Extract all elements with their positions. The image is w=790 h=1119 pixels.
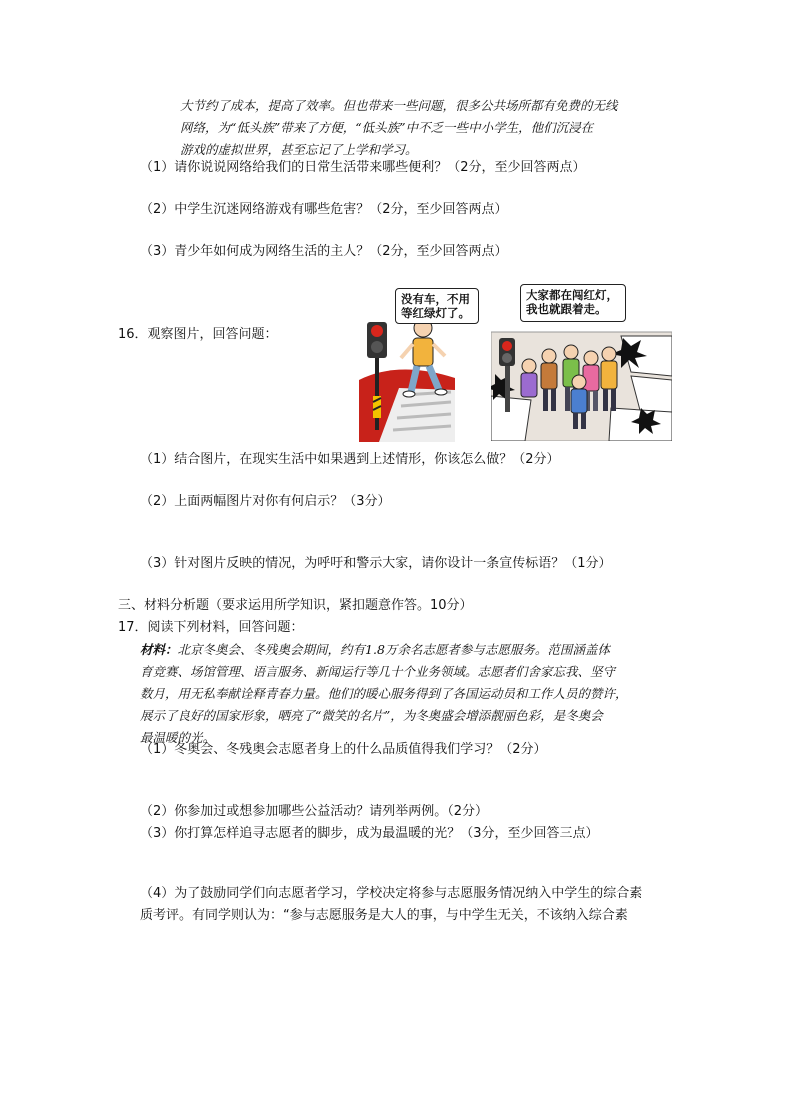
material-line xyxy=(140,642,610,657)
question-15-1: （1）请你说说网络给我们的日常生活带来哪些便利？（2分，至少回答两点） xyxy=(140,160,586,175)
picture-crowd-red-light xyxy=(491,288,672,441)
question-17-4-cont: 质考评。有同学则认为：“参与志愿服务是大人的事，与中学生无关，不该纳入综合素 xyxy=(140,908,628,923)
speech-bubble-left xyxy=(395,288,479,324)
section-heading: 三、材料分析题（要求运用所学知识，紧扣题意作答。10分） xyxy=(118,598,473,613)
question-16-2: （2）上面两幅图片对你有何启示？（3分） xyxy=(140,494,391,509)
bubble-text: 没有车，不用 xyxy=(401,292,470,306)
question-17-2: （2）你参加过或想参加哪些公益活动？请列举两例。（2分） xyxy=(140,804,489,819)
question-17-3: （3）你打算怎样追寻志愿者的脚步，成为最温暖的光？（3分，至少回答三点） xyxy=(140,826,599,841)
question-16-stem: 16．观察图片，回答问题： xyxy=(118,327,278,342)
speech-bubble-right xyxy=(520,284,626,322)
question-17-1: （1）冬奥会、冬残奥会志愿者身上的什么品质值得我们学习？（2分） xyxy=(140,742,547,757)
material-label: 材料： xyxy=(140,642,178,657)
question-17-stem: 17．阅读下列材料，回答问题： xyxy=(118,620,304,635)
material-line: 大节约了成本，提高了效率。但也带来一些问题，很多公共场所都有免费的无线 xyxy=(180,98,618,113)
question-17-4: （4）为了鼓励同学们向志愿者学习，学校决定将参与志愿服务情况纳入中学生的综合素 xyxy=(140,886,643,901)
bubble-text: 等红绿灯了。 xyxy=(401,306,470,321)
bubble-text: 我也就跟着走。 xyxy=(526,302,607,317)
material-text: 北京冬奥会、冬残奥会期间，约有1.8万余名志愿者参与志愿服务。范围涵盖体 xyxy=(177,642,610,657)
question-16-1: （1）结合图片，在现实生活中如果遇到上述情形，你该怎么做？（2分） xyxy=(140,452,560,467)
bubble-text: 大家都在闯红灯， xyxy=(526,288,618,302)
question-15-2: （2）中学生沉迷网络游戏有哪些危害？（2分，至少回答两点） xyxy=(140,202,508,217)
question-15-3: （3）青少年如何成为网络生活的主人？（2分，至少回答两点） xyxy=(140,244,508,259)
picture-boy-red-light xyxy=(359,292,470,442)
material-line: 游戏的虚拟世界，甚至忘记了上学和学习。 xyxy=(180,142,418,157)
question-16-3: （3）针对图片反映的情况，为呼吁和警示大家，请你设计一条宣传标语？（1分） xyxy=(140,556,612,571)
material-line: 网络，为“低头族”带来了方便，“低头族”中不乏一些中小学生，他们沉浸在 xyxy=(180,120,594,135)
material-line: 数月，用无私奉献诠释青春力量。他们的暖心服务得到了各国运动员和工作人员的赞许， xyxy=(140,686,628,701)
material-line: 育竞赛、场馆管理、语言服务、新闻运行等几十个业务领域。志愿者们舍家忘我、坚守 xyxy=(140,664,616,679)
material-line: 展示了良好的国家形象，晒亮了“微笑的名片”，为冬奥盛会增添靓丽色彩，是冬奥会 xyxy=(140,708,603,723)
material-line: 最温暖的光。 xyxy=(140,730,216,745)
